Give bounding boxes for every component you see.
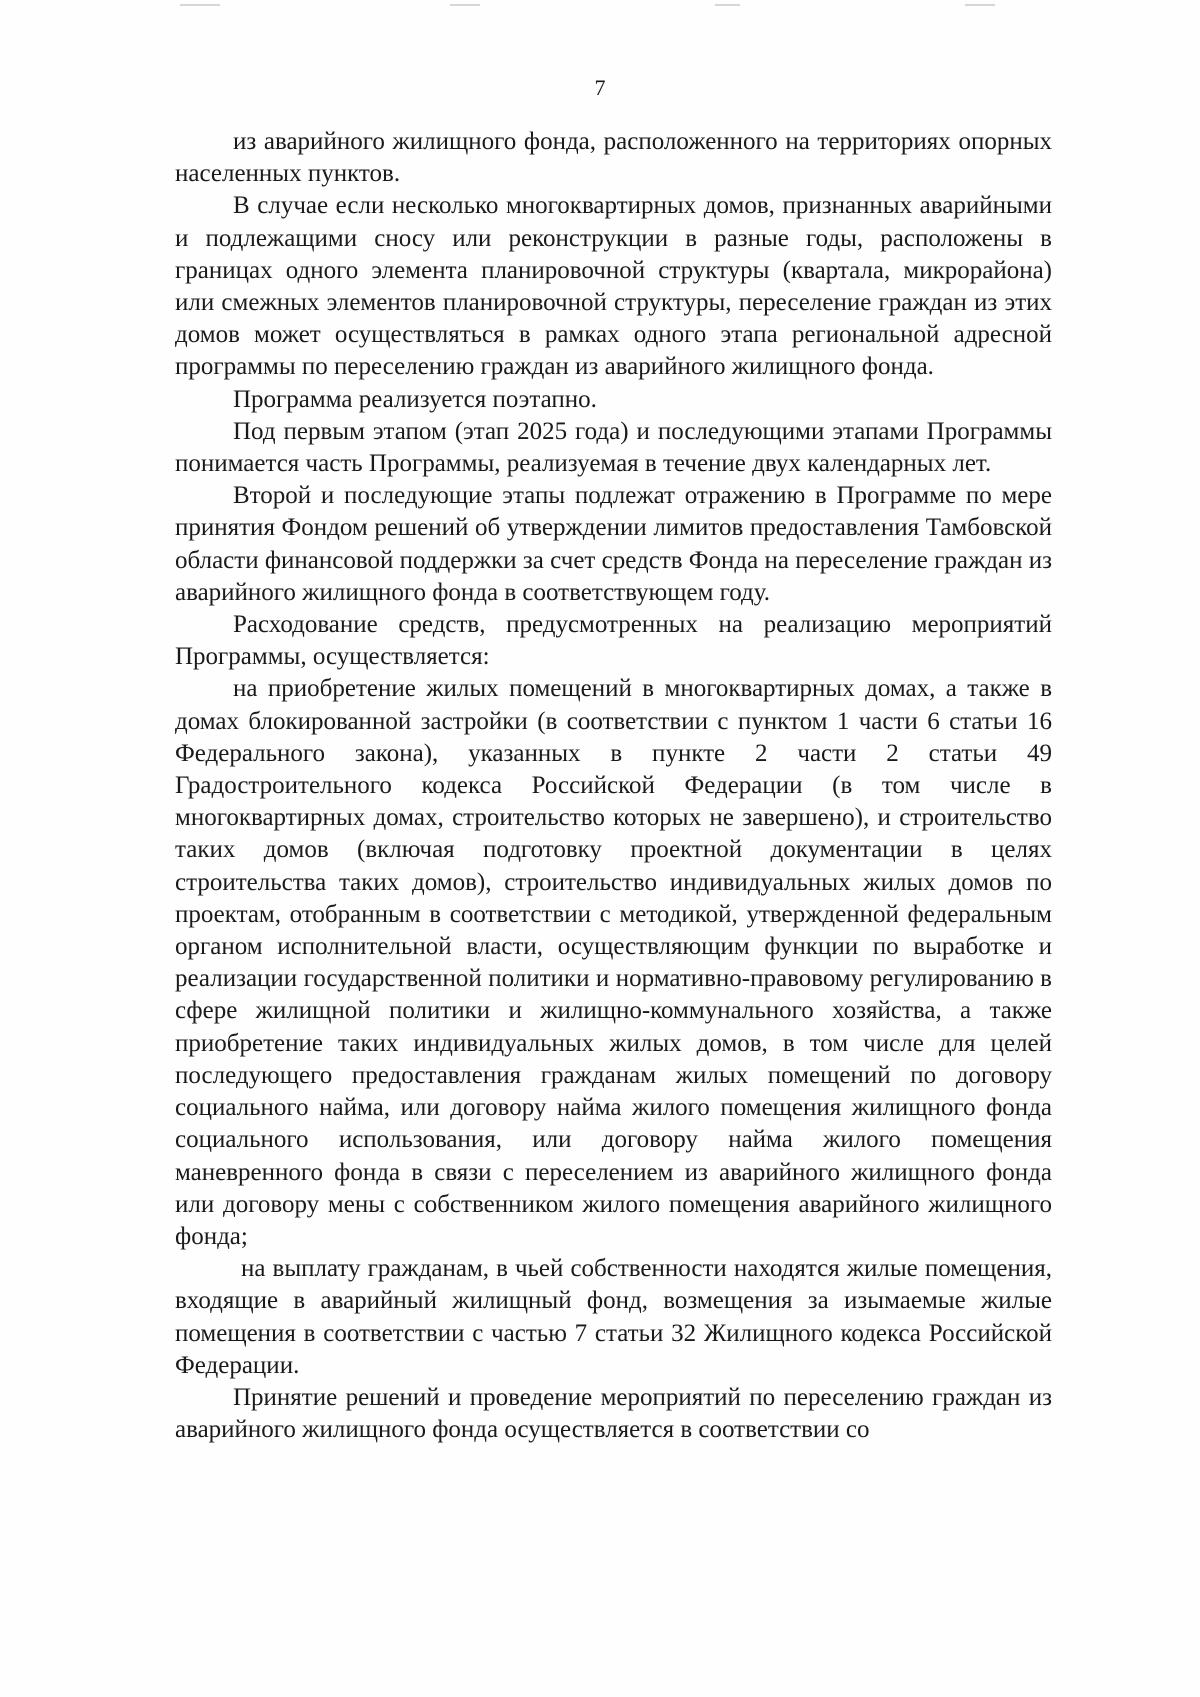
paragraph: Расходование средств, предусмотренных на реализацию мероприятий Программы, осуществляется: (175, 611, 1052, 671)
scan-artifact (450, 4, 480, 6)
paragraph: Принятие решений и проведение мероприятий по переселению граждан из аварийного жилищного фонда осуществляется в соответствии со (175, 1383, 1052, 1444)
scan-artifact (965, 4, 995, 6)
paragraph: из аварийного жилищного фонда, расположенного на территориях опорных населенных пунктов. (175, 128, 1052, 188)
paragraph: Второй и последующие этапы подлежат отражению в Программе по мере принятия Фондом решений об утверждении лимитов предоставления Тамбовской области финансовой поддержки за счет средств Фонда на переселение граждан из аварийного жилищного фонда в соответствующем году. (175, 482, 1052, 606)
paragraph: Под первым этапом (этап 2025 года) и последующими этапами Программы понимается часть Программы, реализуемая в течение двух календарных лет. (175, 417, 1052, 478)
document-body (175, 126, 1052, 1446)
page-number: 7 (594, 75, 606, 100)
scan-artifact (715, 4, 740, 6)
paragraph: Программа реализуется поэтапно. (233, 385, 597, 413)
paragraph: на выплату гражданам, в чьей собственности находятся жилые помещения, входящие в аварийный жилищный фонд, возмещения за изымаемые жилые помещения в соответствии с частью 7 статьи 32 Жилищного кодекса Российской Федерации. (175, 1255, 1052, 1379)
paragraph: на приобретение жилых помещений в многоквартирных домах, а также в домах блокированной застройки (в соответствии с пунктом 1 части 6 статьи 16 Федерального закона), указанных в пункте 2 части 2 статьи 49 Градостроительного кодекса Российской Федерации (в том числе в многоквартирных домах, строительство которых не завершено), и строительство таких домов (включая подготовку проектной документации в целях строительства таких домов), строительство индивидуальных жилых домов по проектам, отобранным в соответствии с методикой, утвержденной федеральным органом исполнительной власти, осуществляющим функции по выработке и реализации государственной политики и нормативно-правовому регулированию в сфере жилищной политики и жилищно-коммунального хозяйства, а также приобретение таких индивидуальных жилых домов, в том числе для целей последующего предоставления гражданам жилых помещений по договору социального найма, или договору найма жилого помещения жилищного фонда социального использования, или договору найма жилого помещения маневренного фонда в связи с переселением из аварийного жилищного фонда или договору мены с собственником жилого помещения аварийного жилищного фонда; (175, 675, 1052, 1250)
scan-artifact (180, 4, 220, 6)
paragraph: В случае если несколько многоквартирных домов, признанных аварийными и подлежащими сносу или реконструкции в разные годы, расположены в границах одного элемента планировочной структуры (квартала, микрорайона) или смежных элементов планировочной структуры, переселение граждан из этих домов может осуществляться в рамках одного этапа региональной адресной программы по переселению граждан из аварийного жилищного фонда. (175, 192, 1052, 381)
